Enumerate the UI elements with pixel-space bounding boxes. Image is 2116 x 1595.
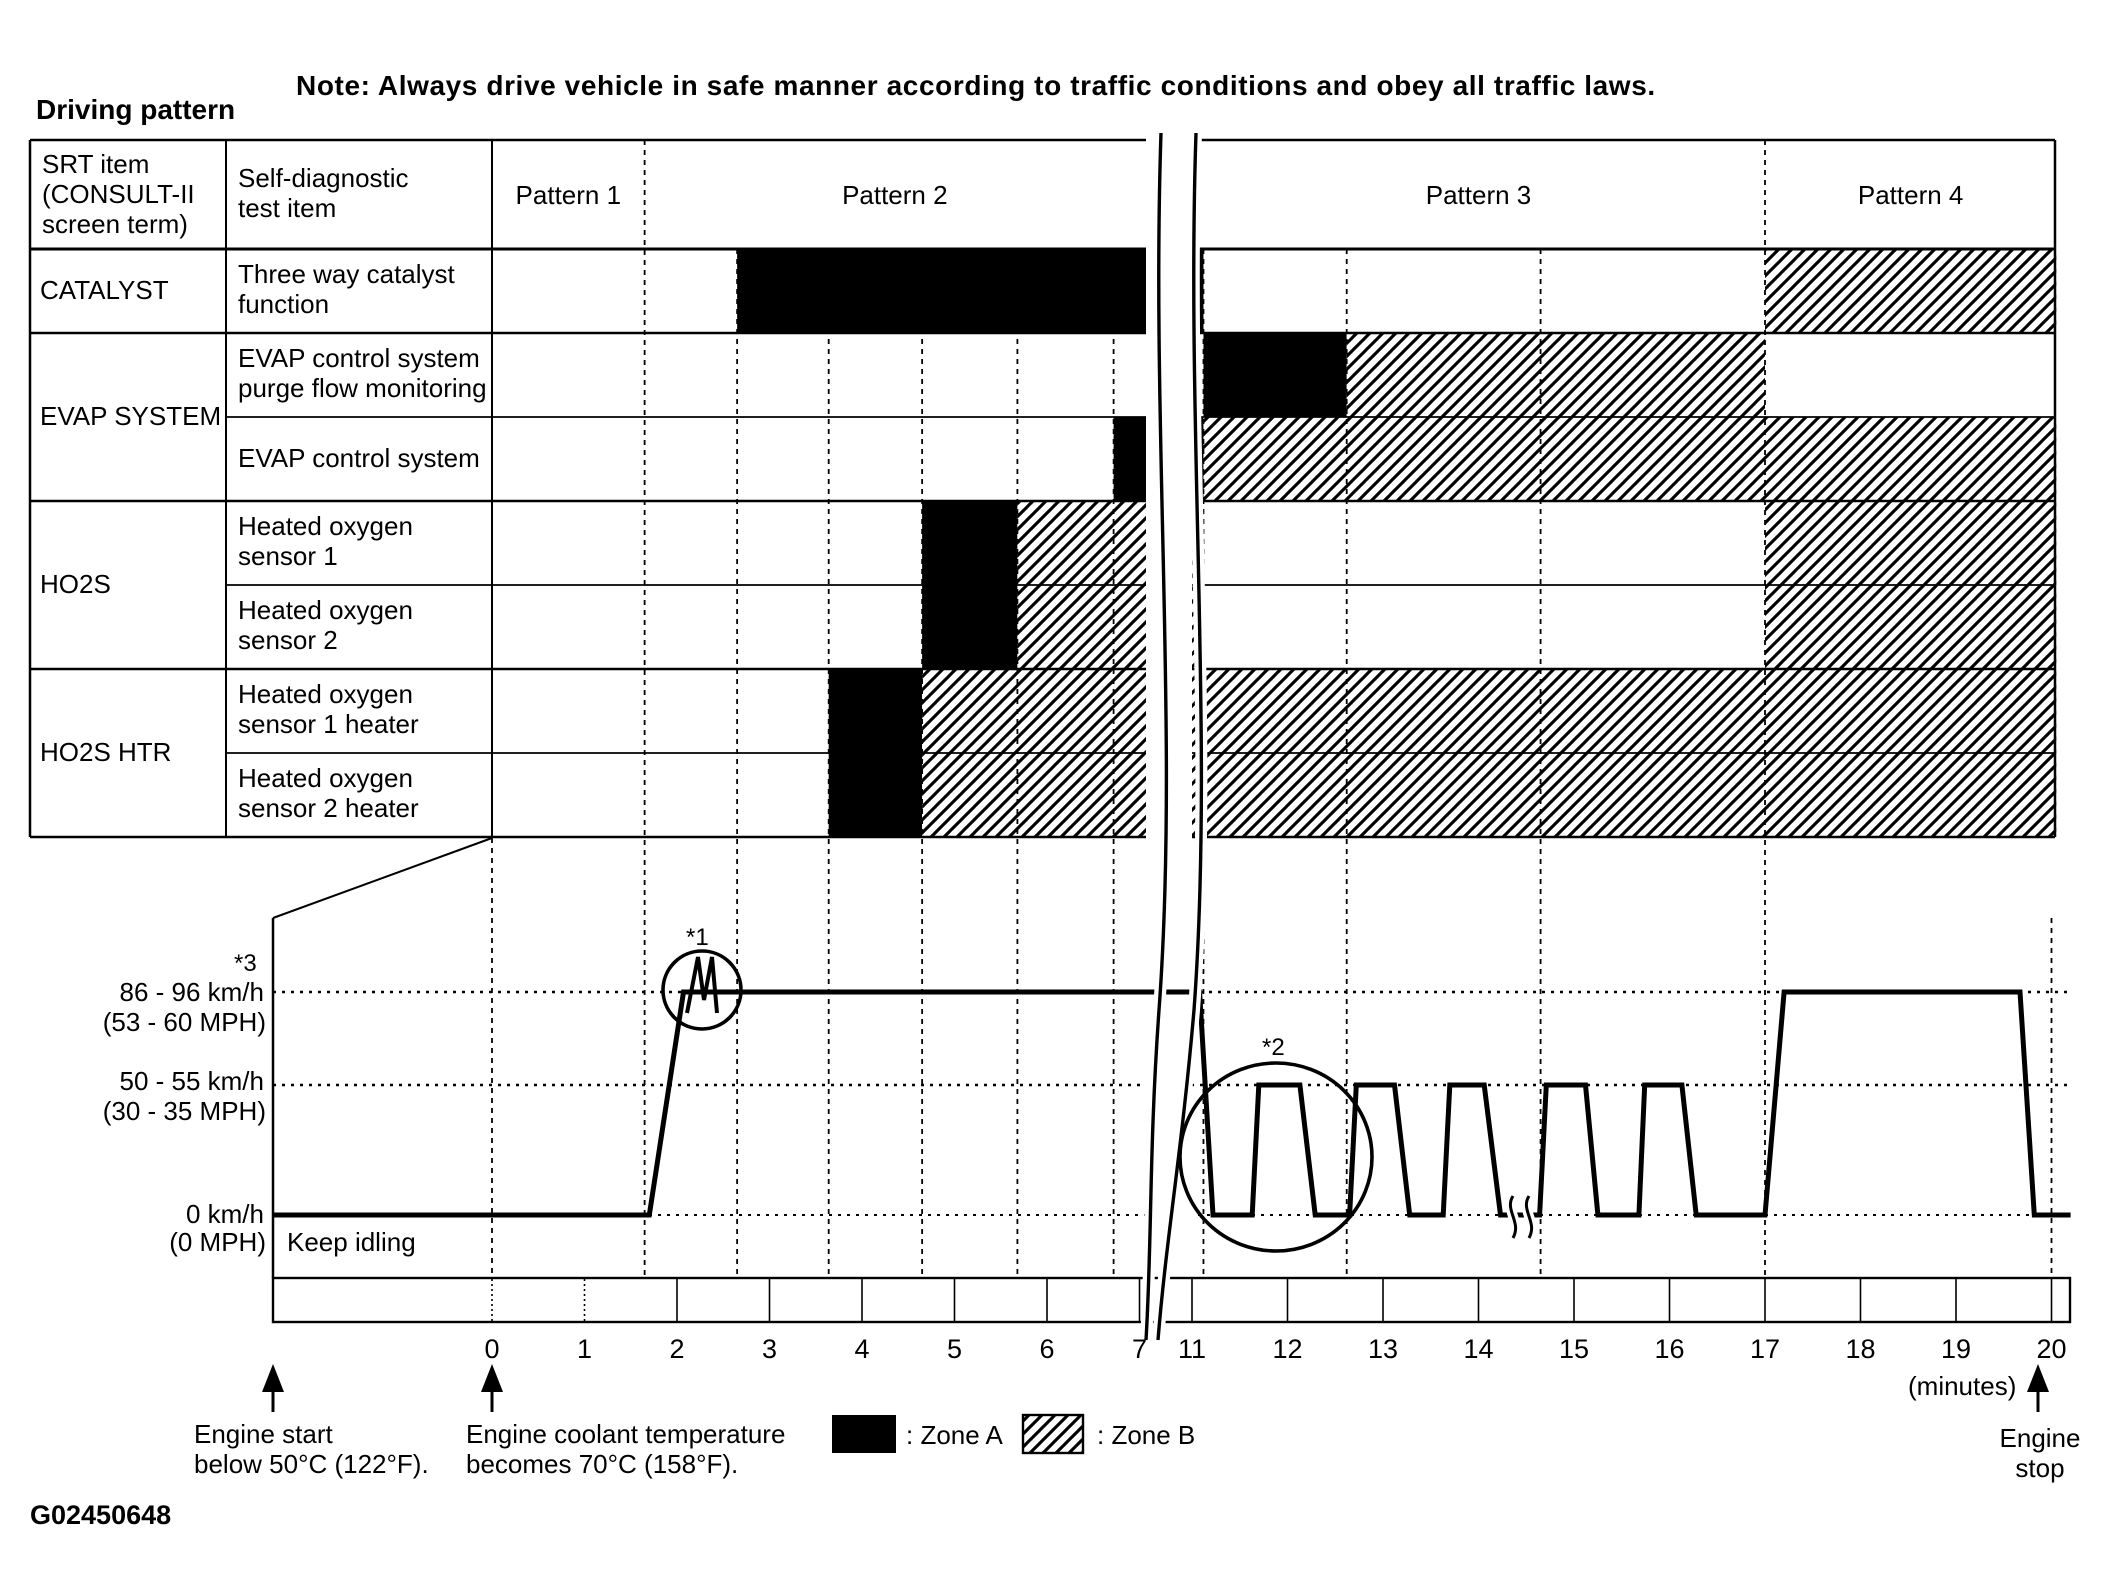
speed-mid-kmh: 50 - 55 km/h xyxy=(119,1066,264,1096)
zone-b-bar xyxy=(1347,333,1765,417)
srt-group-label: CATALYST xyxy=(40,275,169,305)
zone-a-swatch xyxy=(832,1415,896,1453)
funnel-diagonal xyxy=(273,838,492,918)
zone-a-bar xyxy=(737,249,1203,333)
zone-a-bar xyxy=(829,753,922,837)
minutes-unit-label: (minutes) xyxy=(1908,1371,2017,1401)
page-title: Driving pattern xyxy=(36,94,236,125)
speed-zero-kmh: 0 km/h xyxy=(185,1199,264,1229)
pattern-label: Pattern 4 xyxy=(1857,180,1964,210)
zone-b-bar xyxy=(1765,249,2056,333)
engine-start-caption-line2: below 50°C (122°F). xyxy=(194,1449,429,1479)
speed-high-mph: (53 - 60 MPH) xyxy=(102,1007,266,1037)
minute-label: 7 xyxy=(1131,1334,1148,1364)
test-item-label: Heated oxygen xyxy=(238,511,413,541)
coolant-caption-line1: Engine coolant temperature xyxy=(466,1419,786,1449)
test-item-label: sensor 2 heater xyxy=(238,793,419,823)
minute-label: 20 xyxy=(2036,1334,2067,1364)
zone-b-swatch xyxy=(1023,1415,1083,1453)
minute-label: 6 xyxy=(1039,1334,1055,1364)
test-item-label: Heated oxygen xyxy=(238,595,413,625)
zone-b-legend-label: : Zone B xyxy=(1097,1420,1196,1450)
col2-header-line2: test item xyxy=(238,193,337,223)
pattern-label: Pattern 3 xyxy=(1425,180,1532,210)
figure-id: G02450648 xyxy=(30,1500,172,1530)
test-item-label: Heated oxygen xyxy=(238,679,413,709)
srt-group-label: HO2S xyxy=(40,569,111,599)
minute-label: 11 xyxy=(1177,1334,1207,1364)
col1-header-line2: (CONSULT-II xyxy=(42,179,195,209)
col2-header-line1: Self-diagnostic xyxy=(238,163,409,193)
minute-label: 15 xyxy=(1558,1334,1590,1364)
speed-mid-mph: (30 - 35 MPH) xyxy=(102,1096,266,1126)
speed-zero-mph: (0 MPH) xyxy=(169,1227,266,1257)
minute-label: 2 xyxy=(669,1334,685,1364)
zone-a-bar xyxy=(1203,333,1346,417)
annotation-1-label: *1 xyxy=(686,924,709,951)
engine-start-arrow xyxy=(262,1364,284,1392)
minute-label: 5 xyxy=(946,1334,963,1364)
col1-header-line1: SRT item xyxy=(42,149,150,179)
test-item-label: purge flow monitoring xyxy=(238,373,487,403)
engine-stop-caption-line2: stop xyxy=(2015,1453,2065,1483)
srt-group-label: HO2S HTR xyxy=(40,737,172,767)
minute-label: 17 xyxy=(1749,1334,1781,1364)
timeline-band xyxy=(273,1278,2070,1322)
minute-label: 1 xyxy=(576,1334,593,1364)
col1-header-line3: screen term) xyxy=(42,209,188,239)
zone-a-legend-label: : Zone A xyxy=(906,1420,1003,1450)
minute-label: 0 xyxy=(484,1334,500,1364)
pattern-label: Pattern 2 xyxy=(842,180,948,210)
minute-label: 16 xyxy=(1654,1334,1685,1364)
minute-label: 3 xyxy=(761,1334,778,1364)
minute-label: 19 xyxy=(1940,1334,1972,1364)
zone-b-bar xyxy=(1203,417,2056,501)
annotation-3-label: *3 xyxy=(234,950,257,977)
zone-b-bar xyxy=(922,753,2056,837)
engine-start-caption-line1: Engine start xyxy=(194,1419,333,1449)
engine-stop-arrow xyxy=(2027,1364,2049,1392)
coolant-caption-line2: becomes 70°C (158°F). xyxy=(466,1449,739,1479)
minute-label: 18 xyxy=(1845,1334,1876,1364)
zone-b-bar xyxy=(922,669,2056,753)
pattern-label: Pattern 1 xyxy=(515,180,622,210)
keep-idling-label: Keep idling xyxy=(287,1227,416,1257)
test-item-label: sensor 1 heater xyxy=(238,709,419,739)
test-item-label: EVAP control system xyxy=(238,443,480,473)
test-item-label: EVAP control system xyxy=(238,343,480,373)
test-item-label: Three way catalyst xyxy=(238,259,455,289)
minute-label: 13 xyxy=(1367,1334,1399,1364)
zone-a-bar xyxy=(829,669,922,753)
engine-stop-caption-line1: Engine xyxy=(1999,1423,2081,1453)
zone-a-bar xyxy=(922,585,1017,669)
minute-label: 4 xyxy=(854,1334,870,1364)
acceleration-zigzag xyxy=(687,957,717,1013)
test-item-label: sensor 1 xyxy=(238,541,338,571)
srt-group-label: EVAP SYSTEM xyxy=(40,401,222,431)
annotation-2-label: *2 xyxy=(1262,1034,1285,1061)
zone-bars-layer xyxy=(737,249,2056,837)
test-item-label: function xyxy=(238,289,330,319)
zone-b-bar xyxy=(1765,585,2056,669)
test-item-label: Heated oxygen xyxy=(238,763,413,793)
zone-a-bar xyxy=(922,501,1017,585)
safety-note: Note: Always drive vehicle in safe manner according to traffic conditions and obey all traffic laws. xyxy=(296,70,1656,101)
zone-b-bar xyxy=(1765,501,2056,585)
coolant-temp-arrow xyxy=(481,1364,503,1392)
test-item-label: sensor 2 xyxy=(238,625,338,655)
speed-high-kmh: 86 - 96 km/h xyxy=(119,977,264,1007)
minute-label: 14 xyxy=(1463,1334,1494,1364)
minute-label: 12 xyxy=(1272,1334,1303,1364)
